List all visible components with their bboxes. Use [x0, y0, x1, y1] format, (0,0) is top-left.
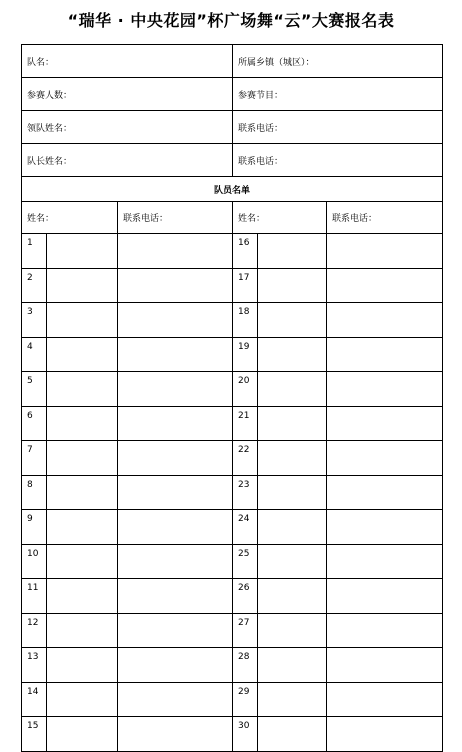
captain-name-field[interactable]: 队长姓名：: [22, 144, 233, 177]
name-column-header-right: 姓名：: [233, 202, 327, 234]
member-name-cell[interactable]: [47, 372, 118, 407]
member-row: [22, 303, 443, 338]
member-phone-cell[interactable]: [327, 303, 443, 338]
member-number: 25: [233, 544, 258, 579]
member-number: 12: [22, 613, 47, 648]
member-row: [22, 648, 443, 683]
member-phone-cell[interactable]: [327, 268, 443, 303]
member-name-cell[interactable]: [47, 337, 118, 372]
member-phone-cell[interactable]: [327, 372, 443, 407]
member-phone-cell[interactable]: [327, 613, 443, 648]
member-phone-cell[interactable]: [327, 579, 443, 614]
member-name-cell[interactable]: [258, 717, 327, 752]
member-name-cell[interactable]: [258, 579, 327, 614]
member-phone-cell[interactable]: [118, 648, 233, 683]
member-number: 15: [22, 717, 47, 752]
captain-phone-field[interactable]: 联系电话：: [233, 144, 443, 177]
member-phone-cell[interactable]: [118, 441, 233, 476]
member-name-cell[interactable]: [47, 406, 118, 441]
member-number: 19: [233, 337, 258, 372]
member-row: [22, 441, 443, 476]
member-phone-cell[interactable]: [118, 372, 233, 407]
member-name-cell[interactable]: [47, 268, 118, 303]
member-phone-cell[interactable]: [118, 234, 233, 269]
member-phone-cell[interactable]: [118, 406, 233, 441]
member-phone-cell[interactable]: [327, 406, 443, 441]
member-name-cell[interactable]: [47, 648, 118, 683]
member-name-cell[interactable]: [258, 406, 327, 441]
member-row: [22, 579, 443, 614]
member-number: 27: [233, 613, 258, 648]
phone-column-header-right: 联系电话：: [327, 202, 443, 234]
member-number: 8: [22, 475, 47, 510]
leader-name-field[interactable]: 领队姓名：: [22, 111, 233, 144]
member-number: 6: [22, 406, 47, 441]
member-phone-cell[interactable]: [327, 475, 443, 510]
member-number: 16: [233, 234, 258, 269]
member-number: 3: [22, 303, 47, 338]
captain-row: [22, 144, 443, 177]
member-phone-cell[interactable]: [327, 648, 443, 683]
member-row: [22, 613, 443, 648]
member-number: 18: [233, 303, 258, 338]
member-number: 11: [22, 579, 47, 614]
member-row: [22, 372, 443, 407]
member-name-cell[interactable]: [47, 613, 118, 648]
participants-field[interactable]: 参赛人数：: [22, 78, 233, 111]
member-number: 9: [22, 510, 47, 545]
member-row: [22, 510, 443, 545]
member-phone-cell[interactable]: [118, 337, 233, 372]
program-field[interactable]: 参赛节目：: [233, 78, 443, 111]
member-number: 28: [233, 648, 258, 683]
leader-row: [22, 111, 443, 144]
member-phone-cell[interactable]: [327, 544, 443, 579]
member-name-cell[interactable]: [258, 268, 327, 303]
member-phone-cell[interactable]: [118, 544, 233, 579]
member-phone-cell[interactable]: [118, 268, 233, 303]
member-name-cell[interactable]: [258, 475, 327, 510]
member-name-cell[interactable]: [47, 475, 118, 510]
member-name-cell[interactable]: [258, 303, 327, 338]
member-number: 4: [22, 337, 47, 372]
town-field[interactable]: 所属乡镇（城区）：: [233, 45, 443, 78]
member-name-cell[interactable]: [47, 510, 118, 545]
member-row: [22, 544, 443, 579]
team-name-field[interactable]: 队名：: [22, 45, 233, 78]
member-number: 5: [22, 372, 47, 407]
member-row: [22, 337, 443, 372]
member-name-cell[interactable]: [258, 510, 327, 545]
member-name-cell[interactable]: [258, 337, 327, 372]
member-name-cell[interactable]: [258, 613, 327, 648]
member-number: 24: [233, 510, 258, 545]
member-phone-cell[interactable]: [327, 682, 443, 717]
member-name-cell[interactable]: [47, 544, 118, 579]
member-number: 1: [22, 234, 47, 269]
member-name-cell[interactable]: [47, 682, 118, 717]
member-row: [22, 234, 443, 269]
member-name-cell[interactable]: [258, 648, 327, 683]
member-number: 14: [22, 682, 47, 717]
member-name-cell[interactable]: [258, 544, 327, 579]
member-phone-cell[interactable]: [327, 441, 443, 476]
member-phone-cell[interactable]: [118, 510, 233, 545]
member-number: 20: [233, 372, 258, 407]
member-phone-cell[interactable]: [118, 682, 233, 717]
member-phone-cell[interactable]: [118, 475, 233, 510]
member-name-cell[interactable]: [258, 234, 327, 269]
member-phone-cell[interactable]: [118, 717, 233, 752]
member-number: 30: [233, 717, 258, 752]
section-row: [22, 177, 443, 202]
member-phone-cell[interactable]: [327, 510, 443, 545]
member-name-cell[interactable]: [258, 372, 327, 407]
member-name-cell[interactable]: [47, 717, 118, 752]
member-row: [22, 717, 443, 752]
name-column-header-left: 姓名：: [22, 202, 118, 234]
leader-phone-field[interactable]: 联系电话：: [233, 111, 443, 144]
member-phone-cell[interactable]: [118, 613, 233, 648]
member-number: 26: [233, 579, 258, 614]
team-row: [22, 45, 443, 78]
members-header-row: [22, 202, 443, 234]
member-name-cell[interactable]: [47, 441, 118, 476]
member-number: 2: [22, 268, 47, 303]
member-name-cell[interactable]: [47, 234, 118, 269]
member-name-cell[interactable]: [258, 441, 327, 476]
members-section-title: 队员名单: [22, 177, 443, 202]
member-row: [22, 268, 443, 303]
phone-column-header-left: 联系电话：: [118, 202, 233, 234]
participants-row: [22, 78, 443, 111]
member-row: [22, 406, 443, 441]
member-number: 10: [22, 544, 47, 579]
member-row: [22, 475, 443, 510]
member-number: 23: [233, 475, 258, 510]
member-phone-cell[interactable]: [327, 717, 443, 752]
member-phone-cell[interactable]: [327, 337, 443, 372]
member-name-cell[interactable]: [258, 682, 327, 717]
member-number: 13: [22, 648, 47, 683]
member-row: [22, 682, 443, 717]
member-number: 17: [233, 268, 258, 303]
member-phone-cell[interactable]: [327, 234, 443, 269]
member-name-cell[interactable]: [47, 303, 118, 338]
member-phone-cell[interactable]: [118, 579, 233, 614]
registration-table: [21, 44, 443, 752]
member-name-cell[interactable]: [47, 579, 118, 614]
member-phone-cell[interactable]: [118, 303, 233, 338]
member-number: 7: [22, 441, 47, 476]
member-number: 21: [233, 406, 258, 441]
form-title: “瑞华 · 中央花园”杯广场舞“云”大赛报名表: [67, 11, 395, 30]
member-number: 22: [233, 441, 258, 476]
member-number: 29: [233, 682, 258, 717]
